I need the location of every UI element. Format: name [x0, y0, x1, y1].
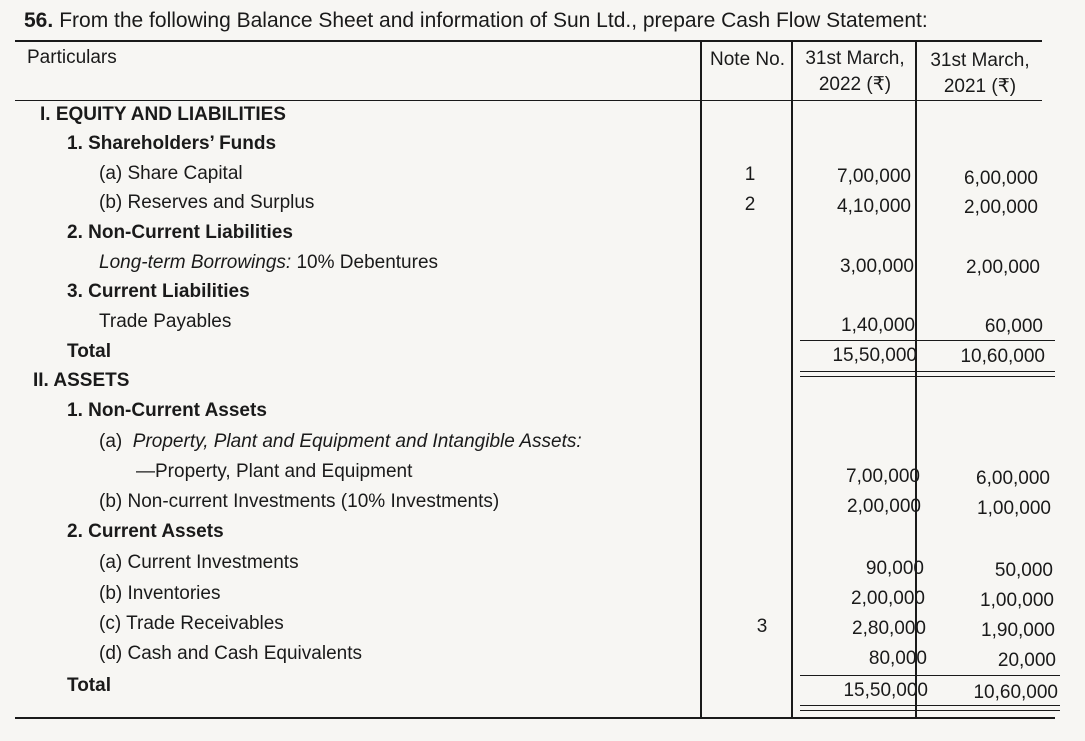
header-particulars: Particulars	[27, 47, 117, 68]
group-non-current-liabilities: 2. Non-Current Liabilities	[67, 222, 293, 243]
liab-total-double-rule-2	[800, 376, 1055, 377]
question-title	[24, 9, 928, 33]
table-top-rule	[15, 40, 1042, 42]
val-2022-total-assets: 15,50,000	[843, 680, 928, 701]
row-trade-payables: Trade Payables	[99, 311, 232, 332]
row-trade-receivables: (c) Trade Receivables	[99, 613, 284, 634]
liab-total-top-rule	[800, 340, 1055, 341]
col-divider-2022	[791, 41, 793, 719]
question-text: From the following Balance Sheet and information of Sun Ltd., prepare Cash Flow Statement:	[59, 9, 928, 32]
note-share-capital: 1	[744, 164, 756, 185]
val-2022-trade-receivables: 2,80,000	[852, 618, 926, 639]
note-reserves-surplus: 2	[744, 194, 756, 215]
row-current-investments: (a) Current Investments	[99, 552, 299, 573]
row-inventories: (b) Inventories	[99, 583, 221, 604]
col-divider-note	[700, 41, 702, 719]
header-note-no: Note No.	[710, 49, 785, 70]
row-long-term-borrowings: Long-term Borrowings: 10% Debentures	[99, 252, 439, 273]
val-2022-ppe: 7,00,000	[846, 466, 920, 487]
question-number: 56.	[24, 9, 54, 32]
header-2022: 31st March, 2022 (₹)	[805, 48, 905, 95]
group-current-liabilities: 3. Current Liabilities	[67, 281, 250, 302]
val-2022-reserves: 4,10,000	[837, 196, 911, 217]
group-current-assets: 2. Current Assets	[67, 521, 224, 542]
row-total-assets: Total	[67, 675, 111, 696]
val-2022-trade-payables: 1,40,000	[841, 315, 915, 336]
val-2021-ppe: 6,00,000	[976, 468, 1050, 489]
assets-total-double-rule-2	[800, 710, 1060, 711]
val-2022-current-investments: 90,000	[865, 558, 924, 579]
val-2022-total-liabilities: 15,50,000	[832, 345, 917, 366]
val-2021-current-investments: 50,000	[994, 560, 1053, 581]
val-2021-borrowings: 2,00,000	[966, 257, 1040, 278]
header-bottom-rule	[15, 100, 1042, 101]
val-2022-borrowings: 3,00,000	[840, 256, 914, 277]
val-2022-inventories: 2,00,000	[851, 588, 925, 609]
val-2021-total-assets: 10,60,000	[973, 682, 1058, 703]
note-trade-receivables: 3	[756, 616, 768, 637]
section-equity-liabilities: I. EQUITY AND LIABILITIES	[40, 104, 286, 125]
val-2021-inventories: 1,00,000	[980, 590, 1054, 611]
row-reserves-surplus: (b) Reserves and Surplus	[99, 192, 315, 213]
val-2022-nc-investments: 2,00,000	[847, 496, 921, 517]
row-share-capital: (a) Share Capital	[99, 163, 243, 184]
header-2021: 31st March, 2021 (₹)	[930, 50, 1030, 97]
val-2021-total-liabilities: 10,60,000	[960, 346, 1045, 367]
val-2021-nc-investments: 1,00,000	[977, 498, 1051, 519]
val-2021-trade-payables: 60,000	[984, 316, 1043, 337]
val-2021-trade-receivables: 1,90,000	[981, 620, 1055, 641]
val-2021-share-capital: 6,00,000	[964, 168, 1038, 189]
row-total-liabilities: Total	[67, 341, 111, 362]
row-non-current-investments: (b) Non-current Investments (10% Investments)	[99, 491, 500, 512]
group-non-current-assets: 1. Non-Current Assets	[67, 400, 267, 421]
val-2021-reserves: 2,00,000	[964, 197, 1038, 218]
table-bottom-rule	[15, 717, 1055, 719]
liab-total-double-rule-1	[800, 371, 1055, 372]
val-2022-share-capital: 7,00,000	[837, 166, 911, 187]
assets-total-top-rule	[800, 675, 1060, 676]
group-shareholders-funds: 1. Shareholders’ Funds	[67, 133, 277, 154]
val-2022-cash: 80,000	[868, 648, 927, 669]
section-assets: II. ASSETS	[33, 370, 130, 391]
val-2021-cash: 20,000	[997, 650, 1056, 671]
assets-total-double-rule-1	[800, 705, 1060, 706]
row-cash-equivalents: (d) Cash and Cash Equivalents	[99, 643, 362, 664]
row-ppe: —Property, Plant and Equipment	[136, 461, 413, 482]
row-ppe-intangibles: (a) Property, Plant and Equipment and Intangible Assets:	[99, 431, 582, 452]
